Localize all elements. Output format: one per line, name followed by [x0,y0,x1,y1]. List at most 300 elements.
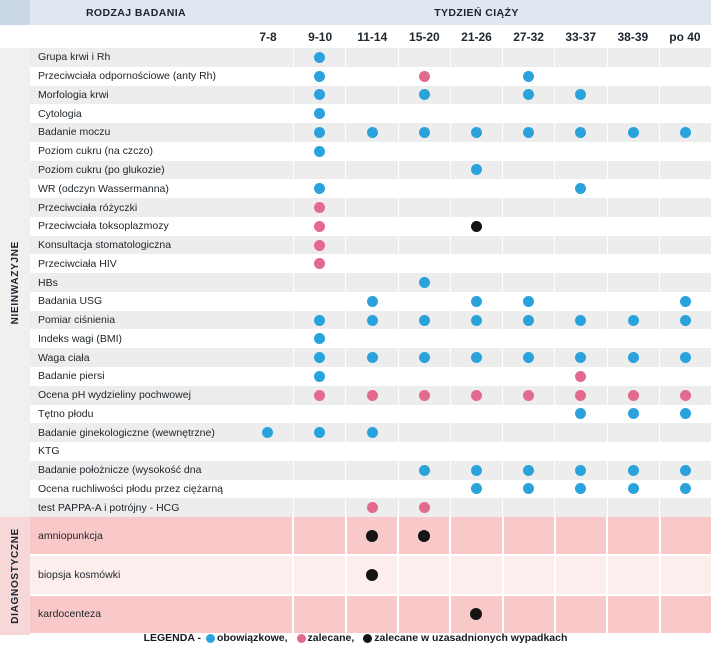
schedule-cell [503,329,555,348]
noninvasive-row-cells [242,386,711,405]
schedule-cell [399,517,451,554]
marker-dot-blue [471,315,482,326]
schedule-cell [660,367,711,386]
schedule-cell [346,498,398,517]
noninvasive-row-cells [242,142,711,161]
schedule-cell [608,348,660,367]
schedule-cell [294,161,346,180]
schedule-cell [503,348,555,367]
schedule-cell [660,273,711,292]
schedule-cell [608,179,660,198]
schedule-cell [346,104,398,123]
schedule-cell [608,311,660,330]
schedule-cell [503,498,555,517]
schedule-cell [608,217,660,236]
schedule-cell [399,498,451,517]
schedule-cell [555,348,607,367]
noninvasive-row [30,423,711,442]
marker-dot-blue [367,127,378,138]
schedule-cell [346,329,398,348]
schedule-cell [451,556,503,593]
schedule-cell [555,423,607,442]
marker-dot-blue [575,483,586,494]
schedule-cell [294,367,346,386]
marker-dot-pink [419,71,430,82]
noninvasive-row-cells [242,311,711,330]
schedule-cell [346,480,398,499]
schedule-cell [503,480,555,499]
schedule-cell [503,461,555,480]
schedule-cell [399,405,451,424]
diagnostic-row [30,517,711,556]
noninvasive-row [30,123,711,142]
schedule-cell [556,517,608,554]
marker-dot-blue [523,127,534,138]
marker-dot-blue [314,89,325,100]
marker-dot-blue [628,127,639,138]
schedule-cell [660,405,711,424]
schedule-cell [451,104,503,123]
schedule-cell [451,329,503,348]
noninvasive-row [30,236,711,255]
schedule-cell [242,480,294,499]
schedule-cell [660,161,711,180]
schedule-cell [451,236,503,255]
schedule-cell [346,161,398,180]
noninvasive-row-cells [242,273,711,292]
schedule-cell [346,86,398,105]
schedule-cell [555,48,607,67]
schedule-cell [399,556,451,593]
schedule-cell [399,48,451,67]
schedule-cell [242,386,294,405]
schedule-cell [555,179,607,198]
schedule-cell [399,386,451,405]
noninvasive-row [30,48,711,67]
marker-dot-blue [367,296,378,307]
noninvasive-row-cells [242,198,711,217]
marker-dot-blue [314,371,325,382]
schedule-cell [503,67,555,86]
noninvasive-row-label: Ocena pH wydzieliny pochwowej [30,386,242,405]
schedule-cell [294,254,346,273]
schedule-cell [451,273,503,292]
noninvasive-row-label: Przeciwciała toksoplazmozy [30,217,242,236]
schedule-cell [346,405,398,424]
marker-dot-blue [680,352,691,363]
schedule-cell [555,86,607,105]
schedule-cell [555,442,607,461]
schedule-cell [555,198,607,217]
diagnostic-row-cells [242,556,711,593]
table-subheader [0,25,711,48]
noninvasive-row-cells [242,123,711,142]
schedule-cell [660,86,711,105]
schedule-cell [294,236,346,255]
week-column-header-5: 21-26 [461,29,492,44]
marker-dot-blue [680,315,691,326]
schedule-cell [608,86,660,105]
marker-dot-blue [419,277,430,288]
marker-dot-blue [367,315,378,326]
schedule-cell [451,367,503,386]
marker-dot-blue [575,127,586,138]
schedule-cell [399,273,451,292]
noninvasive-row [30,161,711,180]
noninvasive-row-label: WR (odczyn Wassermanna) [30,179,242,198]
schedule-cell [346,461,398,480]
schedule-cell [294,104,346,123]
schedule-cell [242,517,294,554]
marker-dot-blue [262,427,273,438]
schedule-cell [503,198,555,217]
noninvasive-row [30,386,711,405]
schedule-cell [294,123,346,142]
schedule-cell [555,67,607,86]
marker-dot-blue [314,52,325,63]
schedule-cell [608,367,660,386]
schedule-cell [660,142,711,161]
marker-dot-pink [314,390,325,401]
noninvasive-row [30,254,711,273]
noninvasive-row [30,498,711,517]
schedule-cell [451,461,503,480]
schedule-cell [608,254,660,273]
schedule-cell [399,161,451,180]
schedule-cell [242,442,294,461]
marker-dot-pink [523,390,534,401]
noninvasive-row-cells [242,179,711,198]
schedule-cell [346,123,398,142]
noninvasive-row [30,442,711,461]
schedule-cell [399,423,451,442]
schedule-cell [555,104,607,123]
legend-dot-blue [206,634,215,643]
schedule-cell [451,348,503,367]
schedule-cell [399,461,451,480]
marker-dot-blue [314,315,325,326]
schedule-cell [294,348,346,367]
schedule-cell [503,273,555,292]
schedule-cell [660,179,711,198]
schedule-cell [451,442,503,461]
noninvasive-row-label: Tętno płodu [30,405,242,424]
noninvasive-row-label: Przeciwciała różyczki [30,198,242,217]
schedule-cell [503,48,555,67]
noninvasive-row-cells [242,236,711,255]
schedule-cell [399,104,451,123]
section-tab-noninvasive [0,48,30,517]
schedule-cell [294,386,346,405]
schedule-cell [346,236,398,255]
schedule-cell [294,442,346,461]
marker-dot-blue [575,183,586,194]
schedule-cell [608,142,660,161]
marker-dot-blue [314,108,325,119]
noninvasive-row-cells [242,348,711,367]
header-pregnancy-week: TYDZIEŃ CIĄŻY [242,0,711,25]
marker-dot-black [470,608,482,620]
schedule-cell [242,198,294,217]
marker-dot-blue [419,352,430,363]
schedule-cell [242,461,294,480]
week-column-header-8: 38-39 [617,29,649,44]
schedule-cell [555,311,607,330]
schedule-cell [660,461,711,480]
schedule-cell [503,217,555,236]
marker-dot-blue [575,465,586,476]
schedule-cell [451,292,503,311]
noninvasive-row-cells [242,254,711,273]
schedule-cell [608,498,660,517]
week-column-headers [242,25,711,48]
marker-dot-blue [471,465,482,476]
section-tab-diagnostic [0,517,30,635]
marker-dot-blue [523,483,534,494]
schedule-cell [294,67,346,86]
legend-item-label: obowiązkowe, [216,632,288,644]
schedule-cell [503,405,555,424]
schedule-cell [347,517,399,554]
noninvasive-row-cells [242,480,711,499]
schedule-cell [503,123,555,142]
schedule-cell [451,423,503,442]
marker-dot-blue [575,408,586,419]
legend-item-label: zalecane, [307,632,355,644]
marker-dot-blue [367,427,378,438]
schedule-cell [555,461,607,480]
schedule-cell [503,367,555,386]
schedule-cell [399,292,451,311]
schedule-cell [294,311,346,330]
marker-dot-pink [419,390,430,401]
schedule-cell [661,517,711,554]
schedule-cell [608,405,660,424]
noninvasive-row-cells [242,442,711,461]
schedule-cell [660,480,711,499]
schedule-cell [242,67,294,86]
schedule-cell [294,480,346,499]
noninvasive-row-label: Przeciwciała HIV [30,254,242,273]
noninvasive-row [30,461,711,480]
week-column-header-3: 11-14 [357,29,388,44]
schedule-cell [660,123,711,142]
noninvasive-row [30,329,711,348]
subheader-label-spacer [30,25,242,48]
schedule-cell [242,556,294,593]
legend-item-blue [206,632,288,644]
header-corner-spacer [0,0,30,25]
schedule-cell [503,311,555,330]
schedule-cell [608,273,660,292]
marker-dot-blue [523,315,534,326]
noninvasive-row [30,480,711,499]
schedule-cell [451,86,503,105]
marker-dot-blue [314,146,325,157]
schedule-cell [660,292,711,311]
schedule-cell [451,161,503,180]
schedule-cell [503,142,555,161]
marker-dot-pink [314,258,325,269]
diagnostic-row-label: kardocenteza [30,596,242,633]
schedule-cell [660,348,711,367]
noninvasive-row-label: Pomiar ciśnienia [30,311,242,330]
schedule-cell [608,161,660,180]
schedule-cell [242,86,294,105]
schedule-cell [451,480,503,499]
marker-dot-blue [471,164,482,175]
schedule-cell [608,123,660,142]
schedule-cell [242,273,294,292]
schedule-cell [503,423,555,442]
schedule-cell [242,123,294,142]
noninvasive-row-cells [242,217,711,236]
schedule-cell [399,329,451,348]
schedule-cell [503,104,555,123]
noninvasive-row-cells [242,67,711,86]
noninvasive-row [30,67,711,86]
diagnostic-section [0,517,711,635]
schedule-cell [346,179,398,198]
noninvasive-section [0,48,711,517]
marker-dot-black [418,530,430,542]
diagnostic-row [30,556,711,595]
schedule-cell [294,517,346,554]
schedule-cell [242,498,294,517]
noninvasive-row-label: Badania USG [30,292,242,311]
diagnostic-row-cells [242,517,711,554]
schedule-cell [399,367,451,386]
schedule-cell [294,329,346,348]
schedule-cell [451,217,503,236]
noninvasive-rows [30,48,711,517]
marker-dot-blue [419,315,430,326]
schedule-cell [555,236,607,255]
schedule-cell [608,236,660,255]
schedule-cell [294,461,346,480]
noninvasive-row-label: test PAPPA-A i potrójny - HCG [30,498,242,517]
schedule-cell [555,123,607,142]
noninvasive-row-label: Waga ciała [30,348,242,367]
schedule-cell [294,292,346,311]
schedule-cell [294,217,346,236]
schedule-cell [399,348,451,367]
schedule-cell [608,292,660,311]
schedule-cell [451,198,503,217]
legend [0,626,711,650]
marker-dot-blue [314,127,325,138]
schedule-cell [451,405,503,424]
schedule-cell [608,480,660,499]
schedule-cell [399,67,451,86]
noninvasive-row [30,104,711,123]
week-column-header-2: 9-10 [308,29,333,44]
marker-dot-blue [314,183,325,194]
marker-dot-black [366,569,378,581]
noninvasive-row [30,217,711,236]
marker-dot-pink [367,390,378,401]
marker-dot-blue [523,352,534,363]
schedule-cell [660,217,711,236]
schedule-cell [451,67,503,86]
noninvasive-row-label: KTG [30,442,242,461]
marker-dot-pink [314,202,325,213]
schedule-cell [294,498,346,517]
schedule-cell [555,161,607,180]
schedule-cell [451,142,503,161]
marker-dot-blue [575,89,586,100]
marker-dot-blue [471,352,482,363]
schedule-cell [451,517,503,554]
noninvasive-row-cells [242,461,711,480]
schedule-cell [294,423,346,442]
schedule-cell [346,292,398,311]
schedule-cell [504,517,556,554]
schedule-cell [399,217,451,236]
noninvasive-row-label: Badanie moczu [30,123,242,142]
schedule-cell [399,142,451,161]
marker-dot-pink [314,240,325,251]
marker-dot-pink [471,390,482,401]
schedule-cell [294,198,346,217]
noninvasive-row-cells [242,423,711,442]
noninvasive-row [30,292,711,311]
schedule-cell [555,142,607,161]
diagnostic-row-label: amniopunkcja [30,517,242,554]
schedule-cell [660,311,711,330]
noninvasive-row-cells [242,498,711,517]
noninvasive-row [30,311,711,330]
marker-dot-black [471,221,482,232]
schedule-cell [660,236,711,255]
marker-dot-blue [628,483,639,494]
schedule-cell [608,423,660,442]
schedule-cell [503,254,555,273]
marker-dot-pink [314,221,325,232]
schedule-cell [294,273,346,292]
legend-items [206,632,567,644]
noninvasive-row-cells [242,292,711,311]
schedule-cell [503,442,555,461]
schedule-cell [294,179,346,198]
noninvasive-row [30,179,711,198]
schedule-cell [608,67,660,86]
marker-dot-blue [628,315,639,326]
schedule-cell [660,386,711,405]
marker-dot-blue [575,352,586,363]
noninvasive-row-label: Poziom cukru (po glukozie) [30,161,242,180]
schedule-cell [555,405,607,424]
noninvasive-row [30,273,711,292]
legend-item-black [363,632,567,644]
schedule-cell [608,556,660,593]
schedule-cell [242,423,294,442]
marker-dot-blue [419,465,430,476]
marker-dot-blue [471,296,482,307]
marker-dot-blue [471,127,482,138]
subheader-corner-spacer [0,25,30,48]
schedule-cell [242,104,294,123]
schedule-cell [346,348,398,367]
schedule-cell [608,104,660,123]
noninvasive-row-label: Ocena ruchliwości płodu przez ciężarną [30,480,242,499]
noninvasive-row-cells [242,104,711,123]
schedule-cell [399,198,451,217]
schedule-cell [503,179,555,198]
noninvasive-row [30,86,711,105]
header-exam-type: RODZAJ BADANIA [30,0,242,25]
schedule-cell [451,179,503,198]
